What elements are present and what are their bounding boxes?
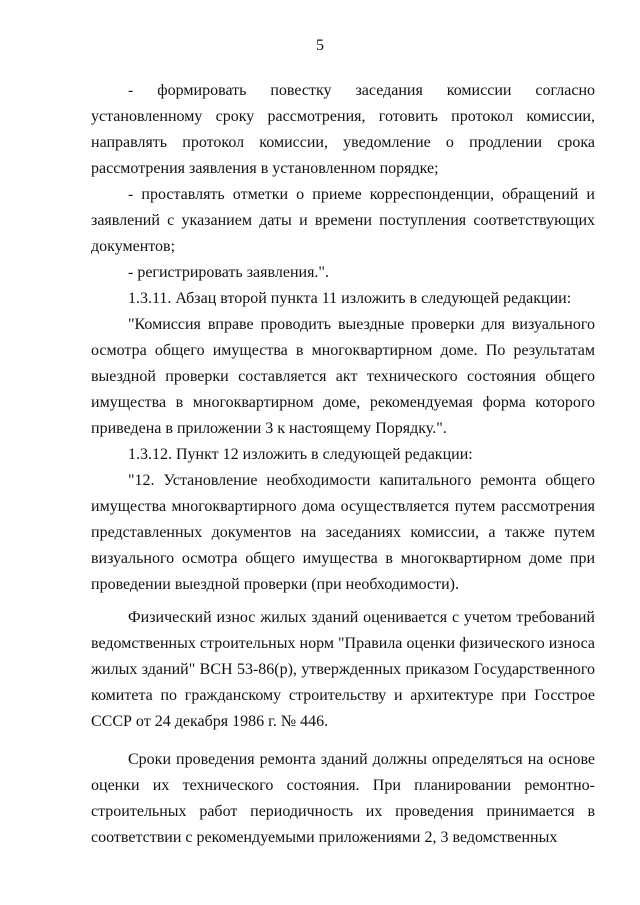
paragraph-commission-inspections: "Комиссия вправе проводить выездные проверки для визуального осмотра общего имущества в многоквартирном доме. По результатам выездной проверки составляется акт технического состояния общего имущества в многоквартирном доме, рекомендуемая форма которого приведена в приложении 3 к настоящему Порядку.". — [91, 316, 595, 437]
paragraph-clause-1-3-11: 1.3.11. Абзац второй пункта 11 изложить в следующей редакции: — [128, 290, 572, 307]
page-number: 5 — [316, 37, 324, 54]
paragraph-physical-wear: Физический износ жилых зданий оценивается с учетом требований ведомственных строительных норм "Правила оценки физического износа жилых зданий" ВСН 53-86(р), утвержденных приказом Государственного комитета по гражданскому строительству и архитектуре при Госстрое СССР от 24 декабря 1986 г. № 446. — [91, 609, 595, 730]
paragraph-clause-12-text: "12. Установление необходимости капитального ремонта общего имущества многоквартирного дома осуществляется путем рассмотрения представленных документов на заседаниях комиссии, а также путем визуального осмотра общего имущества в многоквартирном доме при проведении выездной проверки (при необходимости). — [91, 472, 595, 593]
paragraph-register-applications: - регистрировать заявления.". — [128, 264, 329, 281]
paragraph-repair-terms: Сроки проведения ремонта зданий должны определяться на основе оценки их технического состояния. При планировании ремонтно-строительных работ периодичность их проведения принимается в соответствии с рекомендуемыми приложениями 2, 3 ведомственных — [91, 751, 595, 846]
document-body — [91, 78, 595, 851]
paragraph-correspondence-marks: - проставлять отметки о приеме корреспонденции, обращений и заявлений с указанием даты и времени поступления соответствующих документов; — [91, 186, 595, 255]
paragraph-clause-1-3-12: 1.3.12. Пункт 12 изложить в следующей редакции: — [128, 446, 473, 463]
paragraph-commission-agenda: - формировать повестку заседания комиссии согласно установленному сроку рассмотрения, готовить протокол комиссии, направлять протокол комиссии, уведомление о продлении срока рассмотрения заявления в установленном порядке; — [91, 82, 595, 177]
